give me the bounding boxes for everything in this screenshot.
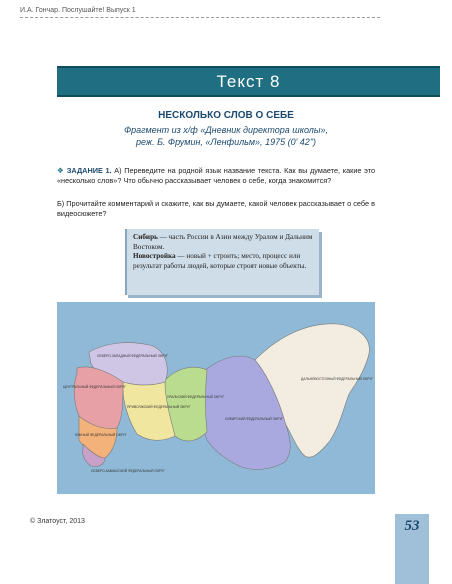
map-label-siberia: СИБИРСКИЙ ФЕДЕРАЛЬНЫЙ ОКРУГ: [225, 417, 284, 421]
subtitle: [0, 124, 452, 148]
glossary-entry: [133, 233, 313, 252]
section-title: НЕСКОЛЬКО СЛОВ О СЕБЕ: [158, 110, 294, 121]
subtitle-line-1: Фрагмент из х/ф «Дневник директора школы»,: [123, 125, 329, 135]
map-label-north-caucasus: СЕВЕРО-КАВКАЗСКИЙ ФЕДЕРАЛЬНЫЙ ОКРУГ: [91, 469, 165, 473]
glossary-term: Новостройка: [133, 252, 176, 260]
glossary-entry: [133, 252, 313, 271]
task-1b: [57, 199, 375, 219]
glossary-box: [125, 229, 319, 295]
task-1a-text: А) Переведите на родной язык название текста. Как вы думаете, какие это «несколько слов»? Что обычно рассказывает человек о себе, когда знакомится?: [57, 166, 376, 185]
page-number-tab: [395, 514, 429, 584]
map-label-far-east: ДАЛЬНЕВОСТОЧНЫЙ ФЕДЕРАЛЬНЫЙ ОКРУГ: [301, 377, 374, 381]
glossary-definition: — новый + строить; место, процесс или результат работы людей, которые строят новые объекты.: [133, 252, 307, 270]
subtitle-line-2: реж. Б. Фрумин, «Ленфильм», 1975 (0' 42"): [135, 137, 317, 147]
map-label-volga: ПРИВОЛЖСКИЙ ФЕДЕРАЛЬНЫЙ ОКРУГ: [127, 405, 191, 409]
diamond-bullet-icon: ❖: [57, 166, 65, 175]
banner-title: Текст 8: [216, 72, 281, 91]
header-rule: [20, 17, 380, 18]
map-label-south: ЮЖНЫЙ ФЕДЕРАЛЬНЫЙ ОКРУГ: [75, 433, 127, 437]
map-label-north-west: СЕВЕРО-ЗАПАДНЫЙ ФЕДЕРАЛЬНЫЙ ОКРУГ: [97, 354, 169, 358]
running-head: И.А. Гончар. Послушайте! Выпуск 1: [20, 7, 136, 14]
text-banner: [57, 66, 440, 97]
copyright: © Златоуст, 2013: [30, 518, 85, 525]
task-label: ЗАДАНИЕ 1.: [66, 166, 112, 175]
map-label-central: ЦЕНТРАЛЬНЫЙ ФЕДЕРАЛЬНЫЙ ОКРУГ: [63, 385, 126, 389]
glossary-definition: — часть России в Азии между Уралом и Дальним Востоком.: [133, 233, 313, 251]
task-1a: [57, 166, 375, 186]
russia-federal-districts-map: [57, 302, 375, 494]
map-label-ural: УРАЛЬСКИЙ ФЕДЕРАЛЬНЫЙ ОКРУГ: [167, 395, 225, 399]
page-number: 53: [404, 518, 420, 534]
glossary-term: Сибирь: [133, 233, 158, 241]
task-1b-text: Б) Прочитайте комментарий и скажите, как вы думаете, какой человек рассказывает о себе в видеосюжете?: [57, 199, 375, 218]
